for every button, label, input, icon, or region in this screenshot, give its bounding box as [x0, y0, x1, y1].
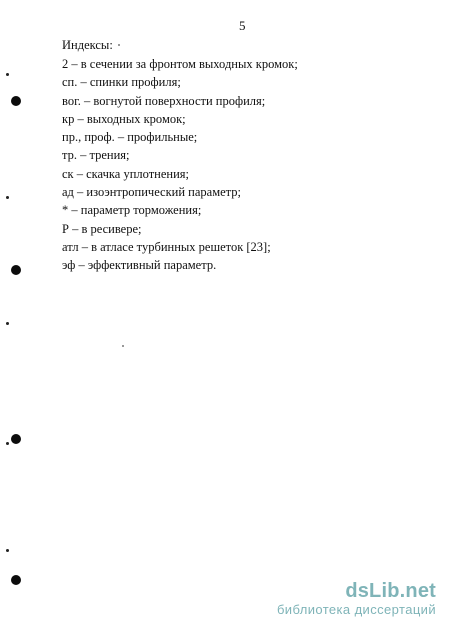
punch-hole	[11, 575, 21, 585]
scan-speck	[122, 345, 124, 347]
watermark	[277, 580, 436, 618]
indices-list	[62, 55, 298, 275]
indices-heading: Индексы:	[62, 38, 113, 52]
index-item: кр – выходных кромок;	[62, 111, 186, 126]
punch-hole-mark	[6, 196, 9, 199]
page-number: 5	[239, 18, 246, 33]
index-item: пр., проф. – профильные;	[62, 130, 198, 145]
watermark-subtitle: библиотека диссертаций	[276, 602, 436, 617]
punch-hole-mark	[6, 73, 9, 76]
index-item: атл – в атласе турбинных решеток [23];	[62, 239, 271, 254]
index-item: тр. – трения;	[62, 148, 130, 163]
index-item: ск – скачка уплотнения;	[62, 166, 190, 181]
index-item: Р – в ресивере;	[62, 221, 142, 236]
punch-hole	[11, 265, 21, 275]
punch-hole-mark	[6, 549, 9, 552]
punch-hole-mark	[6, 442, 9, 445]
punch-hole	[11, 434, 21, 444]
index-item: вог. – вогнутой поверхности профиля;	[62, 93, 266, 108]
watermark-brand: dsLib.net	[345, 580, 436, 602]
index-item: сп. – спинки профиля;	[62, 75, 181, 90]
index-item: 2 – в сечении за фронтом выходных кромок;	[62, 57, 298, 71]
punch-hole-mark	[6, 322, 9, 325]
index-item: ад – изоэнтропический параметр;	[62, 185, 242, 200]
index-item: эф – эффективный параметр.	[62, 258, 217, 273]
punch-hole	[11, 96, 21, 106]
scan-speck	[118, 44, 120, 46]
index-item: * – параметр торможения;	[62, 203, 202, 218]
